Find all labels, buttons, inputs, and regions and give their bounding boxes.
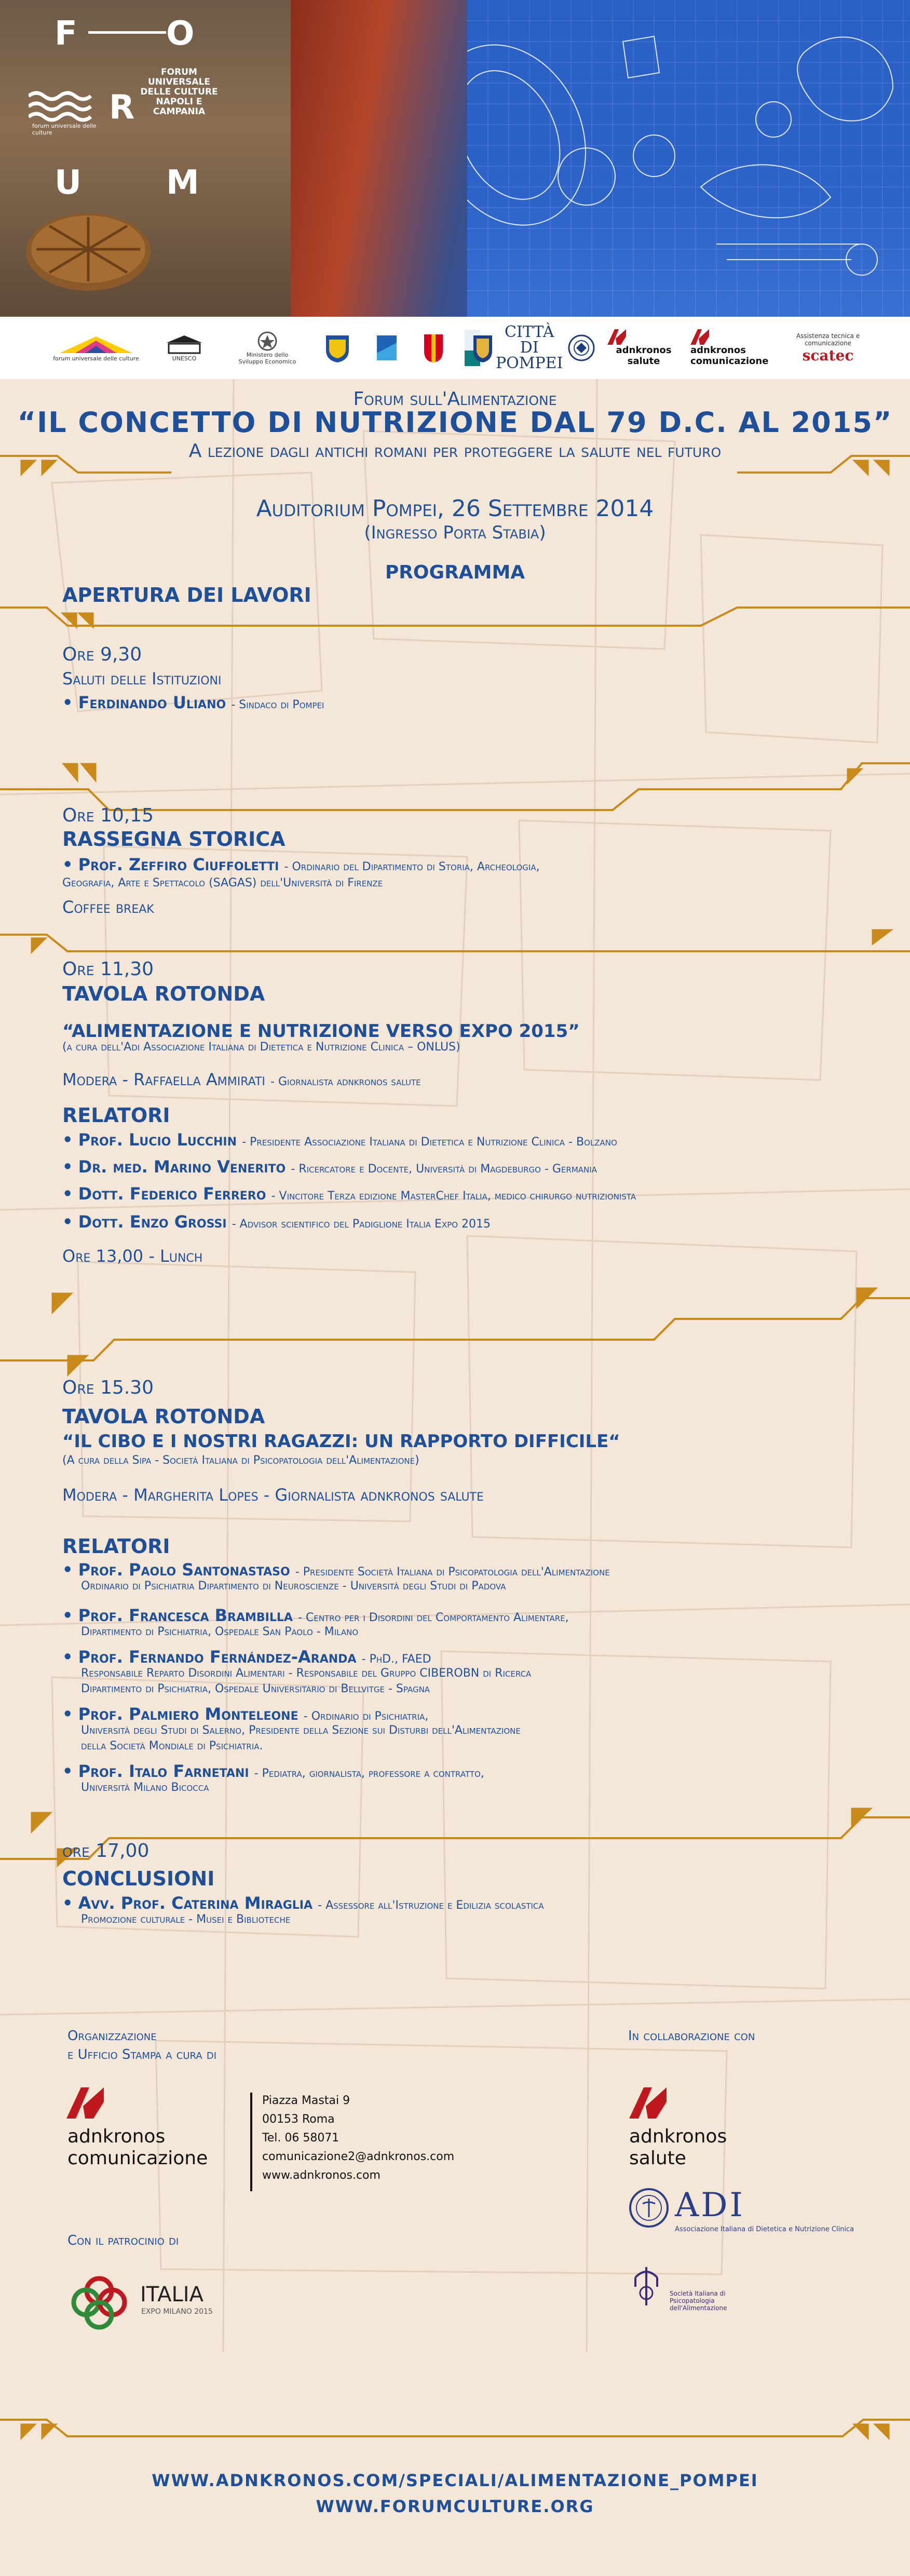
tavola1-relatori: RELATORI xyxy=(62,1104,170,1127)
bullet-icon: • xyxy=(62,1560,73,1580)
tavola1-speaker-name: Dr. med. Marino Venerito xyxy=(78,1157,286,1177)
scatec-logo xyxy=(789,328,867,368)
bullet-icon: • xyxy=(62,1647,73,1667)
conclusioni-heading: CONCLUSIONI xyxy=(62,1867,215,1890)
unesco-label: UNESCO xyxy=(172,355,197,362)
adn-com-name-1: adnkronos xyxy=(67,2126,166,2147)
url-adnkronos-link[interactable]: WWW.ADNKRONOS.COM/SPECIALI/ALIMENTAZIONE_POMPEI xyxy=(152,2471,758,2490)
expo-italia-logo-icon xyxy=(65,2270,133,2338)
sipa-logo-icon xyxy=(628,2264,664,2311)
tavola1-speaker-role: - Ricercatore e Docente, Università di Magdeburgo - Germania xyxy=(291,1163,597,1176)
tavola2-speaker-role: - PhD., FAED xyxy=(361,1653,431,1666)
forum-subtitle: Forum sull'Alimentazione xyxy=(353,388,557,410)
tavola2-time: Ore 15.30 xyxy=(62,1377,154,1398)
tavola2-speaker-name: Prof. Italo Farnetani xyxy=(78,1761,249,1781)
adn-salute-name-2: salute xyxy=(629,2148,686,2169)
citta-pompei-logo xyxy=(496,323,563,372)
expo-label: EXPO MILANO 2015 xyxy=(141,2308,213,2316)
tavola2-speaker-name: Prof. Paolo Santonastaso xyxy=(78,1560,290,1580)
tavola1-speaker-name: Prof. Lucio Lucchin xyxy=(78,1130,237,1150)
programma-heading: PROGRAMMA xyxy=(385,562,525,583)
rassegna-speaker: Prof. Zeffiro Ciuffoletti xyxy=(78,855,279,874)
bullet-icon: • xyxy=(62,1130,73,1150)
bullet-icon: • xyxy=(62,1606,73,1625)
forum-culture-logo-label: forum universale delle culture xyxy=(53,355,139,362)
tavola2-speaker-role-2: Università Milano Bicocca xyxy=(81,1781,209,1794)
rassegna-speaker-role: - Ordinario del Dipartimento di Storia, Archeologia, xyxy=(284,860,540,873)
citta-pompei-label: CITTÀ DI POMPEI xyxy=(496,323,563,372)
adnkronos-comunicazione-label: adnkronos comunicazione xyxy=(690,345,769,367)
adi-subtitle: Associazione Italiana di Dietetica e Nutrizione Clinica xyxy=(675,2226,854,2233)
bullet-icon: • xyxy=(62,1157,73,1177)
tavola2-speaker-role: - Centro per i Disordini del Comportamento Alimentare, xyxy=(298,1611,569,1624)
ornament-footer xyxy=(0,2399,910,2461)
forum-letter-m: M xyxy=(166,164,199,202)
main-subtitle: A lezione dagli antichi romani per proteggere la salute nel futuro xyxy=(188,440,722,462)
forum-letter-u: U xyxy=(55,164,82,202)
tavola1-speaker-role: - Presidente Associazione Italiana di Dietetica e Nutrizione Clinica - Bolzano xyxy=(242,1136,617,1149)
tavola2-speaker-row xyxy=(62,1704,428,1724)
forum-letter-r: R xyxy=(109,88,135,127)
tavola2-speaker-role: - Presidente Società Italiana di Psicopatologia dell'Alimentazione xyxy=(295,1566,610,1579)
lunch: Ore 13,00 - Lunch xyxy=(62,1246,203,1266)
apertura-speaker-role: - Sindaco di Pompei xyxy=(231,698,324,711)
adnkronos-salute-logo xyxy=(607,328,680,368)
regione-campania-logo xyxy=(319,328,356,368)
tavola2-speaker-row xyxy=(62,1761,484,1781)
forum-caption: FORUM UNIVERSALE DELLE CULTURE NAPOLI E CAMPANIA xyxy=(140,67,218,117)
tavola2-speaker-role-3: Dipartimento di Psichiatria, Ospedale Universitario di Bellvitge - Spagna xyxy=(81,1682,430,1695)
tavola1-title: “ALIMENTAZIONE E NUTRIZIONE VERSO EXPO 2015” xyxy=(62,1021,580,1042)
forum-letter-f: F xyxy=(55,15,77,53)
adi-name: ADI xyxy=(675,2186,745,2224)
adnkronos-comunicazione-icon xyxy=(66,2087,108,2119)
footer-divider xyxy=(250,2093,252,2191)
tavola1-cura: (a cura dell'Adi Associazione Italiana di Dietetica e Nutrizione Clinica – ONLUS) xyxy=(62,1041,460,1054)
apertura-time: Ore 9,30 xyxy=(62,644,142,665)
bullet-icon: • xyxy=(62,855,73,874)
address-line: Piazza Mastai 9 xyxy=(262,2094,350,2107)
apertura-speaker-row xyxy=(62,693,324,712)
address-website[interactable]: www.adnkronos.com xyxy=(262,2169,381,2182)
tavola2-speaker-name: Prof. Fernando Fernández-Aranda xyxy=(78,1647,357,1667)
forum-small-caption: forum universale delle culture xyxy=(32,123,97,136)
tavola1-modera-role: - Giornalista adnkronos salute xyxy=(270,1075,421,1088)
adi-emblem-icon xyxy=(628,2187,670,2229)
tavola2-title: “IL CIBO E I NOSTRI RAGAZZI: UN RAPPORTO DIFFICILE“ xyxy=(62,1431,620,1452)
adn-salute-name-1: adnkronos xyxy=(629,2126,727,2147)
conclusioni-time: ore 17,00 xyxy=(62,1840,150,1862)
forum-line xyxy=(88,30,166,35)
conclusioni-speaker-role: - Assessore all'Istruzione e Edilizia scolastica xyxy=(318,1899,544,1912)
comune-logo xyxy=(415,328,452,368)
ministero-label: Ministero dello Sviluppo Economico xyxy=(238,352,296,365)
tavola2-speaker-role-3: della Società Mondiale di Psichiatria. xyxy=(81,1739,263,1752)
tavola2-cura: (A cura della Sipa - Società Italiana di Psicopatologia dell'Alimentazione) xyxy=(62,1454,419,1467)
unesco-logo xyxy=(156,328,213,368)
adnkronos-salute-label: adnkronos salute xyxy=(616,345,672,367)
tavola2-speaker-role-2: Università degli Studi di Salerno, Presidente della Sezione sui Disturbi dell'Alimentazione xyxy=(81,1724,521,1737)
scatec-name: scatec xyxy=(802,346,854,364)
bullet-icon: • xyxy=(62,693,73,712)
event-entrance: (Ingresso Porta Stabia) xyxy=(364,522,546,543)
apertura-speaker: Ferdinando Uliano xyxy=(78,693,226,712)
tavola2-speaker-role-2: Dipartimento di Psichiatria, Ospedale San Paolo - Milano xyxy=(81,1625,359,1638)
adn-com-name-2: comunicazione xyxy=(67,2148,208,2169)
pompei-crest-logo xyxy=(467,328,498,368)
tavola1-speaker-row xyxy=(62,1184,636,1204)
tavola2-speaker-role-2: Ordinario di Psichiatria Dipartimento di Neuroscienze - Università degli Studi di Padova xyxy=(81,1580,506,1593)
adnkronos-comunicazione-logo xyxy=(690,328,779,368)
tavola2-speaker-row xyxy=(62,1647,431,1667)
tavola1-speaker-name: Dott. Enzo Grossi xyxy=(78,1212,227,1232)
apertura-heading: APERTURA DEI LAVORI xyxy=(62,584,311,606)
bullet-icon: • xyxy=(62,1704,73,1724)
italia-label: ITALIA xyxy=(140,2283,203,2307)
tavola2-speaker-row xyxy=(62,1606,569,1625)
forum-waves-icon xyxy=(29,91,101,122)
forum-letter-o: O xyxy=(166,15,195,53)
tavola1-speaker-row xyxy=(62,1157,597,1177)
main-title: “IL CONCETTO DI NUTRIZIONE DAL 79 D.C. AL 2015” xyxy=(17,406,893,439)
tavola1-speaker-role: - Vincitore Terza edizione MasterChef Italia, medico chirurgo nutrizionista xyxy=(271,1190,636,1203)
tavola1-time: Ore 11,30 xyxy=(62,959,154,980)
ornament-5 xyxy=(0,1277,910,1381)
scatec-caption: Assistenza tecnica e comunicazione xyxy=(796,332,860,347)
ornament-2 xyxy=(0,597,910,649)
bullet-icon: • xyxy=(62,1184,73,1204)
coffee-break: Coffee break xyxy=(62,897,154,917)
bullet-icon: • xyxy=(62,1212,73,1232)
collab-label: In collaborazione con xyxy=(628,2028,755,2044)
conclusioni-speaker-row xyxy=(62,1893,544,1913)
patrocinio-label: Con il patrocinio di xyxy=(67,2233,179,2248)
tavola1-speaker-role: - Advisor scientifico del Padiglione Italia Expo 2015 xyxy=(232,1218,491,1231)
ministero-logo xyxy=(234,328,301,368)
tavola2-speaker-role: - Pediatra, giornalista, professore a contratto, xyxy=(254,1767,484,1780)
url-forumculture-link[interactable]: WWW.FORUMCULTURE.ORG xyxy=(316,2497,594,2516)
address-email[interactable]: comunicazione2@adnkronos.com xyxy=(262,2150,455,2163)
event-location: Auditorium Pompei, 26 Settembre 2014 xyxy=(256,495,654,522)
tavola1-modera-row xyxy=(62,1070,421,1089)
tavola1-speaker-row xyxy=(62,1212,491,1232)
tavola2-speaker-role-2: Responsabile Reparto Disordini Alimentari - Responsabile del Gruppo CIBEROBN di Ricerca xyxy=(81,1667,532,1680)
apertura-saluti: Saluti delle Istituzioni xyxy=(62,669,222,689)
bullet-icon: • xyxy=(62,1761,73,1781)
sipa-subtitle: Società Italiana di Psicopatologia dell'Alimentazione xyxy=(670,2290,727,2312)
ornament-1 xyxy=(0,441,910,504)
blue-ribbon-logo xyxy=(369,328,405,368)
rassegna-speaker-role-2: Geografia, Arte e Spettacolo (SAGAS) dell'Università di Firenze xyxy=(62,876,383,889)
pompei-seal-logo xyxy=(566,328,597,368)
tavola1-modera: Modera - Raffaella Ammirati xyxy=(62,1070,265,1089)
org-label-2: e Ufficio Stampa a cura di xyxy=(67,2047,217,2062)
address-line: 00153 Roma xyxy=(262,2113,335,2126)
tavola1-speaker-name: Dott. Federico Ferrero xyxy=(78,1184,266,1204)
conclusioni-speaker: Avv. Prof. Caterina Miraglia xyxy=(78,1893,313,1913)
tavola1-speaker-row xyxy=(62,1130,617,1150)
forum-culture-logo xyxy=(52,328,140,368)
conclusioni-speaker-role-2: Promozione culturale - Musei e Biblioteche xyxy=(81,1913,291,1926)
bread-image xyxy=(21,203,156,296)
tavola2-speaker-role: - Ordinario di Psichiatria, xyxy=(303,1710,429,1723)
tavola2-speaker-row xyxy=(62,1560,610,1580)
tavola1-heading: TAVOLA ROTONDA xyxy=(62,982,265,1005)
rassegna-speaker-row xyxy=(62,855,540,874)
tavola2-speaker-name: Prof. Francesca Brambilla xyxy=(78,1606,293,1625)
adnkronos-salute-icon xyxy=(629,2087,671,2119)
tavola2-modera: Modera - Margherita Lopes - Giornalista adnkronos salute xyxy=(62,1485,484,1505)
blueprint-drawings xyxy=(467,0,910,317)
tavola2-relatori: RELATORI xyxy=(62,1535,170,1558)
header-banner xyxy=(0,0,910,317)
tavola2-speaker-name: Prof. Palmiero Monteleone xyxy=(78,1704,298,1724)
rassegna-heading: RASSEGNA STORICA xyxy=(62,828,286,851)
address-line: Tel. 06 58071 xyxy=(262,2132,339,2145)
rassegna-time: Ore 10,15 xyxy=(62,805,154,826)
bullet-icon: • xyxy=(62,1893,73,1913)
org-label-1: Organizzazione xyxy=(67,2028,157,2044)
tavola2-heading: TAVOLA ROTONDA xyxy=(62,1405,265,1428)
